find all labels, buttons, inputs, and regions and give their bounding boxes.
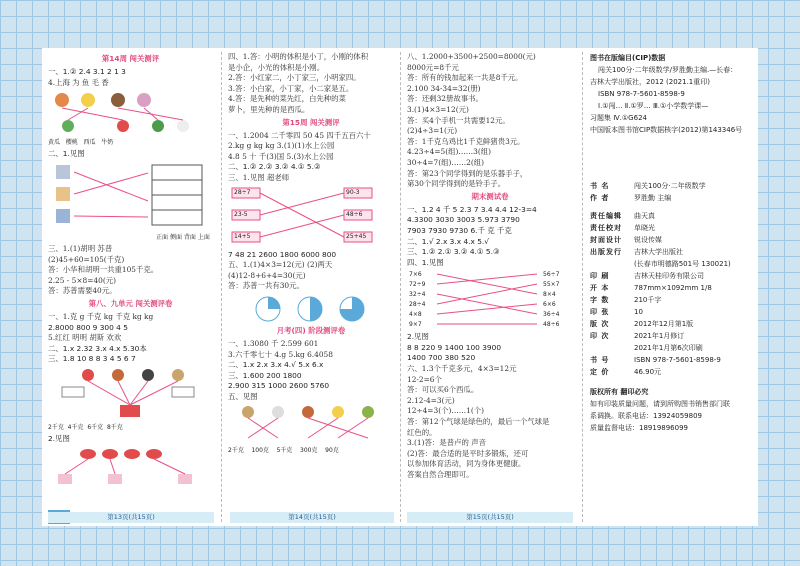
weight-label: 100克 [251,447,269,455]
expr-label: 28÷7 [234,188,251,196]
info-value: ISBN 978-7-5601-8598-9 [634,356,721,364]
calc-right: 8×4 [543,291,556,299]
info-row [590,270,758,282]
answer-line: 30÷4=7(组)……2(组) [407,157,484,167]
rights-line: 系调换。联系电话：13924059809 [590,412,702,420]
answer-line: 二、1.② 2.② 3.② 4.① 5.② [228,162,321,172]
answer-line: 三、1.600 200 1800 [228,370,302,380]
info-key: 版 次 [590,320,610,328]
column-divider [400,52,401,522]
answer-page-2 [228,52,394,522]
answer-line: 答：买4个手机一共需要12元。 [407,115,510,125]
section-title: 月考(四) 阶段测评卷 [276,325,346,335]
answer-line: 2.12-4=3(元) [407,395,455,405]
expr-label: 90-3 [346,188,360,196]
answer-line: (2)45+60=105(千克) [48,254,125,264]
answer-line: 7 48 21 2600 1800 6000 800 [228,249,337,259]
answer-line: 五、1.(1)4×3=12(元) (2)两天 [228,260,333,270]
box-labels [48,233,213,244]
answer-line: 一、1.2004 二千零四 50 45 四千五百六十 [228,130,371,140]
label-item: 黄瓜 [48,139,61,147]
info-value: 2012年12月第1版 [634,320,694,328]
answer-line: 答：第12个气球是绿色的，最后一个气球是 [407,417,550,427]
info-row [590,318,758,330]
answer-line: 3.(1)4×3=12(元) [407,104,469,114]
answer-line: 二、1.见图 [48,148,85,158]
answer-line: (4)12-8+6+4=30(元) [228,270,306,280]
weight-label: 2千克 [48,423,64,431]
calc-right: 6×6 [543,301,556,309]
calc-left: 28÷4 [409,301,426,309]
answer-line: (2)答：最合适的是平时多锻炼，还可 [407,448,529,458]
expr-label: 25+45 [346,232,367,240]
answer-line: 答：第23个同学得到的是乐器手子， [407,168,528,178]
info-key: 印 张 [590,308,610,316]
cip-line: 吉林大学出版社，2012 (2021.1重印) [590,78,710,86]
answer-line: 一、1.3080 千 2.599 601 [228,338,319,348]
answer-line: 12÷4=3(个)……1(个) [407,406,484,416]
box-label: 背面 [183,234,196,242]
answer-line: 答：1千克乌鸡比1千克鲜猪贵3元。 [407,136,525,146]
expression-matching-figure [228,186,394,248]
answer-line: 答：可以买6个西瓜。 [407,385,479,395]
label-item: 樱桃 [65,139,78,147]
page-footer: 第15页(共15页) [407,512,573,523]
answer-line: 2.kg g kg kg 3.(1)(1)水上公园 [228,141,335,151]
answer-line: 三、1.8 10 8 8 3 4 5 6 7 [48,354,136,364]
info-row [590,192,758,204]
calc-right: 48÷6 [543,321,560,329]
answer-line: 答：苏普需要40元。 [48,286,117,296]
answer-line: 4.8 5 十 千(3)国 5.(3)水上公园 [228,151,334,161]
weight-labels [228,446,394,457]
info-key: 印 刷 [590,272,610,280]
answer-line: 三、1.② 2.① 3.② 4.① 5.③ [407,247,500,257]
info-value: (长春市明德路501号 130021) [634,260,731,268]
info-key: 书 名 [590,182,610,190]
info-row [590,234,758,246]
info-key: 书 号 [590,356,610,364]
info-row [590,282,758,294]
info-value: 吉林大学出版社 [634,248,683,256]
info-value: 罗胜勤 主编 [634,194,672,202]
answer-line: 二、1.√ 2.x 3.x 4.x 5.√ [407,236,489,246]
info-row [590,180,758,192]
weight-label: 6千克 [87,423,104,431]
answer-line: 答：还剩32册故事书。 [407,94,483,104]
answer-line: 8000元=8千元 [407,62,459,72]
cip-title: 图书在版编目(CIP)数据 [590,54,666,62]
calc-right: 56÷7 [543,271,560,279]
answer-line: 2.25 - 5×8=40(元) [48,275,117,285]
answer-line: 三、1.(1)胡明 苏普 [48,243,113,253]
column-divider [221,52,222,522]
answer-line: 二、1.x 2.32 3.x 4.x 5.30本 [48,343,147,353]
answer-line: 2.900 315 1000 2600 5760 [228,381,330,391]
info-row [590,306,758,318]
scale-matching-lines [48,367,213,421]
info-value: 单晓光 [634,224,655,232]
label-item: 牛奶 [101,139,114,147]
answer-line: 红色的。 [407,427,437,437]
section-title: 期末测试卷 [471,191,509,201]
answer-line: 4.23÷4=5(组)……3(组) [407,147,492,157]
fish-matching-lines [48,446,213,486]
info-value: 10 [634,308,643,316]
info-row [590,342,758,354]
answer-line: 第30个同学得到的是铃手子。 [407,179,506,189]
section-title: 第15周 闯关测评 [282,117,340,127]
weight-lines [228,404,394,444]
calc-right: 55×7 [543,281,560,289]
answer-line: 2.见图 [48,433,70,443]
info-row [590,330,758,342]
info-value: 787mm×1092mm 1/8 [634,284,712,292]
answer-line: 3.答：小白家，小丁家，小二家是五。 [228,83,354,93]
answer-line: 3.(1)答：是普卢的 声音 [407,438,486,448]
cip-line: 中国版本图书馆CIP数据核字(2012)第143346号 [590,126,743,134]
section-title: 第八、九单元 闯关测评卷 [88,298,173,308]
info-row [590,222,758,234]
cip-line: Ⅰ.①闯… Ⅱ.①罗… Ⅲ.①小学数学课— [598,102,709,110]
info-row [590,366,758,378]
answer-line: 二、1.x 2.x 3.x 4.√ 5.x 6.x [228,360,324,370]
answer-line: 一、1.2 4 千 5 2.3 7 3.4 4.4 12-3=4 [407,204,537,214]
expr-label: 14+5 [234,232,251,240]
box-label: 侧面 [169,234,182,242]
info-row [590,246,758,258]
answer-line: 答：小华和胡明一共重105千克。 [48,265,159,275]
info-value: 闯关100分·二年级数学 [634,182,706,190]
column-divider [582,52,583,522]
page-footer: 第14页(共15页) [230,512,394,523]
answer-line: 三、1.见图 超老师 [228,172,290,182]
info-value: 2021年1月第6次印刷 [634,344,703,352]
info-key: 责任校对 [590,224,622,232]
expr-label: 23-5 [234,210,248,218]
info-value: 吉林天桂印务有限公司 [634,272,704,280]
answer-line: 答：所有的钱加起来一共是8千元。 [407,73,523,83]
info-key: 字 数 [590,296,610,304]
weight-label: 300克 [300,447,318,455]
answer-line: 7903 7930 9730 6.千 克 千克 [407,225,512,235]
answer-line: 萝卜，里先种的是西瓜。 [228,104,310,114]
answer-line: 4.上海 为 鱼 毛 香 [48,77,109,87]
answer-line: 是小企，小光的体积是小刚。 [228,62,325,72]
info-key: 封面设计 [590,236,622,244]
expr-label: 48÷6 [346,210,363,218]
weight-label: 8千克 [106,423,123,431]
calc-matching-figure [407,270,573,330]
answer-line: 2.8000 800 9 300 4 5 [48,322,128,332]
answer-line: 4.3300 3030 3003 5.973 3790 [407,215,520,225]
answer-line: 一、1.克 g 千克 kg 千克 kg kg [48,311,154,321]
answer-line: 一、1.② 2.4 3.1 2 1 3 [48,67,126,76]
answer-line: 四、1.答：小明的体积是小丁，小刚的体积 [228,52,369,61]
answer-line: 4.答：是先种的菜先红，白先种的菜 [228,94,346,104]
info-key: 作 者 [590,194,610,202]
info-value: 锐设传媒 [634,236,662,244]
answer-line: 2.答：小红家二，小丁家三，小明家四。 [228,73,361,83]
info-value: 210千字 [634,296,662,304]
scale-figure [48,367,213,421]
calc-right: 36÷4 [543,311,560,319]
fish-figure [48,446,213,486]
rights-title: 版权所有 翻印必究 [590,388,649,396]
cip-line: ISBN 978-7-5601-8598-9 [598,90,685,98]
info-key: 印 次 [590,332,610,340]
answer-line: 答案自然合理即可。 [407,470,474,479]
matching-lines [48,90,213,136]
expression-lines [228,186,394,248]
info-key: 责任编辑 [590,212,622,220]
rights-line: 如有印装质量问题，请到所购图书销售部门联 [590,400,730,408]
fraction-circles [228,294,394,324]
answer-line: 8 8 220 9 1400 100 3900 [407,342,502,352]
info-row [590,210,758,222]
rights-line: 质量监督电话：18919896099 [590,424,688,432]
weight-label: 4千克 [67,423,84,431]
calc-left: 9×7 [409,321,422,329]
answer-line: 以参加体育活动，同为身体更健康。 [407,459,526,469]
section-title: 第14周 闯关测评 [101,54,160,63]
fig-labels [48,138,213,149]
answer-line: 六、1.3个千克多元，4×3=12元 [407,364,517,374]
cip-line: 习题集 Ⅳ.①G624 [590,114,647,122]
weight-label: 2千克 [228,447,244,455]
answer-page-1 [48,52,213,522]
answer-line: 八、1.2000+3500+2500=8000(元) [407,52,536,61]
answer-line: 四、1.见图 [407,257,444,267]
weight-label: 5千克 [276,447,293,455]
info-row [590,354,758,366]
answer-line: 答：苏普一共有30元。 [228,281,304,291]
info-value: 2021年1月修订 [634,332,685,340]
box-label: 上面 [197,234,210,242]
answer-line: 3.六千零七十 4.g 5.kg 6.4058 [228,349,333,359]
page-footer: 第13页(共15页) [48,512,214,523]
info-row [590,294,758,306]
copyright-page [590,52,758,522]
box-label: 正面 [156,234,169,242]
views-figure [48,161,213,231]
views-matching-lines [48,161,213,231]
answer-page-3 [407,52,573,522]
calc-left: 4×8 [409,311,422,319]
calc-left: 7×6 [409,271,422,279]
answer-line: 五、见图 [228,391,258,401]
answer-line: (2)4÷3=1(元) [407,126,458,136]
pie-figure [228,294,394,324]
info-row [590,258,758,270]
weight-label: 90克 [325,447,339,455]
info-key: 定 价 [590,368,610,376]
answer-line: 2.见图 [407,332,429,342]
info-key: 开 本 [590,284,610,292]
answer-line: 12-2=6个 [407,374,442,384]
weight-matching-figure [228,404,394,444]
info-value: 46.90元 [634,368,662,376]
label-item: 西瓜 [83,139,96,147]
calc-left: 32÷4 [409,291,426,299]
weight-labels [48,423,213,434]
info-value: 曲天真 [634,212,655,220]
answer-line: 2.100 34-34=32(册) [407,83,481,93]
matching-figure [48,90,213,136]
info-key: 出版发行 [590,248,622,256]
cip-line: 闯关100分·二年级数学/罗胜勤主编.—长春： [598,66,738,74]
calc-left: 72÷9 [409,281,426,289]
answer-line: 1400 700 380 520 [407,353,476,363]
answer-line: 5.红红 明明 胡斯 欢欢 [48,333,122,343]
